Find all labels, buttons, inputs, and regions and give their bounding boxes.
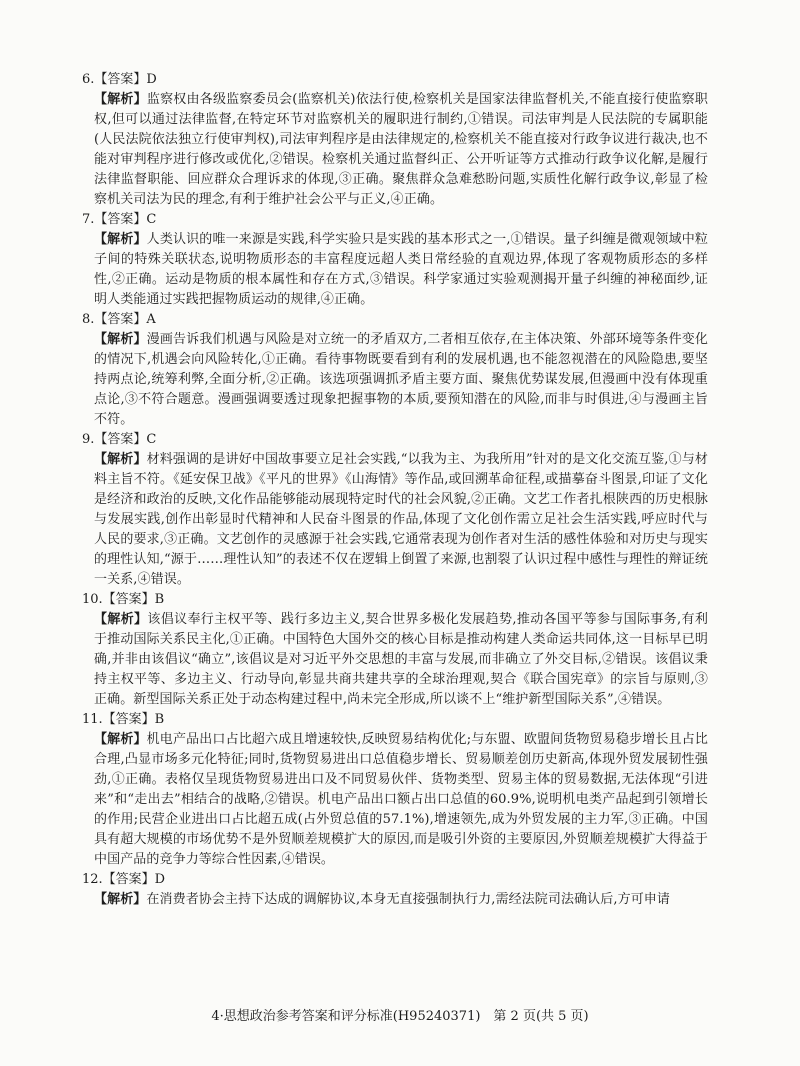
analysis-label: 【解析】 — [94, 612, 148, 627]
analysis-label: 【解析】 — [94, 232, 147, 247]
analysis-text: 机电产品出口占比超六成且增速较快,反映贸易结构优化;与东盟、欧盟间货物贸易稳步增长且占比合理,凸显市场多元化特征;同时,货物贸易进出口总值稳步增长、贸易顺差创历史新高,体现外贸发展韧性强劲,①正确。表格仅呈现货物贸易进出口及不同贸易伙伴、货物类型、贸易主体的贸易数据,无法体现“引进来”和“走出去”相结合的战略,②错误。机电产品出口额占出口总值的60.9%,说明机电类产品起到引领增长的作用;民营企业进出口占比超五成(占外贸总值的57.1%),增速领先,成为外贸发展的主力军,③正确。中国具有超大规模的市场优势不是外贸顺差规模扩大的原因,而是吸引外资的主要原因,外贸顺差规模扩大得益于中国产品的竞争力等综合性因素,④错误。 — [94, 732, 708, 867]
analysis-label: 【解析】 — [94, 452, 147, 467]
analysis-label: 【解析】 — [94, 92, 147, 107]
analysis-label: 【解析】 — [94, 332, 147, 347]
analysis-label: 【解析】 — [94, 732, 147, 747]
analysis-paragraph — [94, 890, 708, 910]
answer-line: 7.【答案】C — [82, 212, 157, 227]
analysis-text: 该倡议奉行主权平等、践行多边主义,契合世界多极化发展趋势,推动各国平等参与国际事务,有利于推动国际关系民主化,①正确。中国特色大国外交的核心目标是推动构建人类命运共同体,这一目标早已明确,并非由该倡议“确立”,该倡议是对习近平外交思想的丰富与发展,而非确立了外交目标,②错误。该倡议秉持主权平等、多边主义、行动导向,彰显共商共建共享的全球治理观,契合《联合国宪章》的宗旨与原则,③正确。新型国际关系正处于动态构建过程中,尚未完全形成,所以谈不上“维护新型国际关系”,④错误。 — [94, 612, 708, 707]
answer-line: 6.【答案】D — [82, 72, 157, 87]
page-footer: 4·思想政治参考答案和评分标准(H95240371) 第 2 页(共 5 页) — [211, 1009, 589, 1024]
analysis-text: 在消费者协会主持下达成的调解协议,本身无直接强制执行力,需经法院司法确认后,方可申请 — [146, 892, 671, 907]
analysis-text: 漫画告诉我们机遇与风险是对立统一的矛盾双方,二者相互依存,在主体决策、外部环境等条件变化的情况下,机遇会向风险转化,①正确。看待事物既要看到有利的发展机遇,也不能忽视潜在的风险隐患,要坚持两点论,统筹利弊,全面分析,②正确。该选项强调抓矛盾主要方面、聚焦优势谋发展,但漫画中没有体现重点论,③不符合题意。漫画强调要透过现象把握事物的本质,要预知潜在的风险,而非与时俱进,④与漫画主旨不符。 — [94, 332, 708, 427]
answer-line: 10.【答案】B — [82, 592, 165, 607]
analysis-paragraph — [94, 730, 708, 870]
answer-line: 12.【答案】D — [82, 872, 166, 887]
question-12 — [82, 870, 708, 910]
question-9 — [82, 430, 708, 590]
analysis-paragraph — [94, 330, 708, 430]
question-6 — [82, 70, 708, 210]
analysis-text: 监察权由各级监察委员会(监察机关)依法行使,检察机关是国家法律监督机关,不能直接行使监察职权,但可以通过法律监督,在特定环节对监察机关的履职进行制约,①错误。司法审判是人民法院的专属职能(人民法院依法独立行使审判权),司法审判程序是由法律规定的,检察机关不能直接对行政争议进行裁决,也不能对审判程序进行修改或优化,②错误。检察机关通过监督纠正、公开听证等方式推动行政争议化解,是履行法律监督职能、回应群众合理诉求的体现,③正确。聚焦群众急难愁盼问题,实质性化解行政争议,彰显了检察机关司法为民的理念,有利于维护社会公平与正义,④正确。 — [94, 92, 708, 207]
answer-line: 11.【答案】B — [82, 712, 165, 727]
analysis-paragraph — [94, 450, 708, 590]
analysis-paragraph — [94, 90, 708, 210]
analysis-text: 人类认识的唯一来源是实践,科学实验只是实践的基本形式之一,①错误。量子纠缠是微观领域中粒子间的特殊关联状态,说明物质形态的丰富程度远超人类日常经验的直观边界,体现了客观物质形态的多样性,②正确。运动是物质的根本属性和存在方式,③错误。科学家通过实验观测揭开量子纠缠的神秘面纱,证明人类能通过实践把握物质运动的规律,④正确。 — [94, 232, 708, 307]
analysis-paragraph — [94, 610, 708, 710]
answer-list — [82, 70, 708, 910]
answer-line: 9.【答案】C — [82, 432, 157, 447]
analysis-paragraph — [94, 230, 708, 310]
question-8 — [82, 310, 708, 430]
analysis-label: 【解析】 — [94, 892, 147, 907]
analysis-text: 材料强调的是讲好中国故事要立足社会实践,“以我为主、为我所用”针对的是文化交流互鉴,①与材料主旨不符。《延安保卫战》《平凡的世界》《山海情》等作品,或回溯革命征程,或描摹奋斗图景,印证了文化是经济和政治的反映,文化作品能够能动展现特定时代的社会风貌,②正确。文艺工作者扎根陕西的历史根脉与发展实践,创作出彰显时代精神和人民奋斗图景的作品,体现了文化创作需立足社会生活实践,呼应时代与人民的要求,③正确。文艺创作的灵感源于社会实践,它通常表现为创作者对生活的感性体验和对历史与现实的理性认知,“源于……理性认知”的表述不仅在逻辑上倒置了来源,也割裂了认识过程中感性与理性的辩证统一关系,④错误。 — [94, 452, 708, 587]
question-10 — [82, 590, 708, 710]
question-11 — [82, 710, 708, 870]
question-7 — [82, 210, 708, 310]
answer-line: 8.【答案】A — [82, 312, 156, 327]
